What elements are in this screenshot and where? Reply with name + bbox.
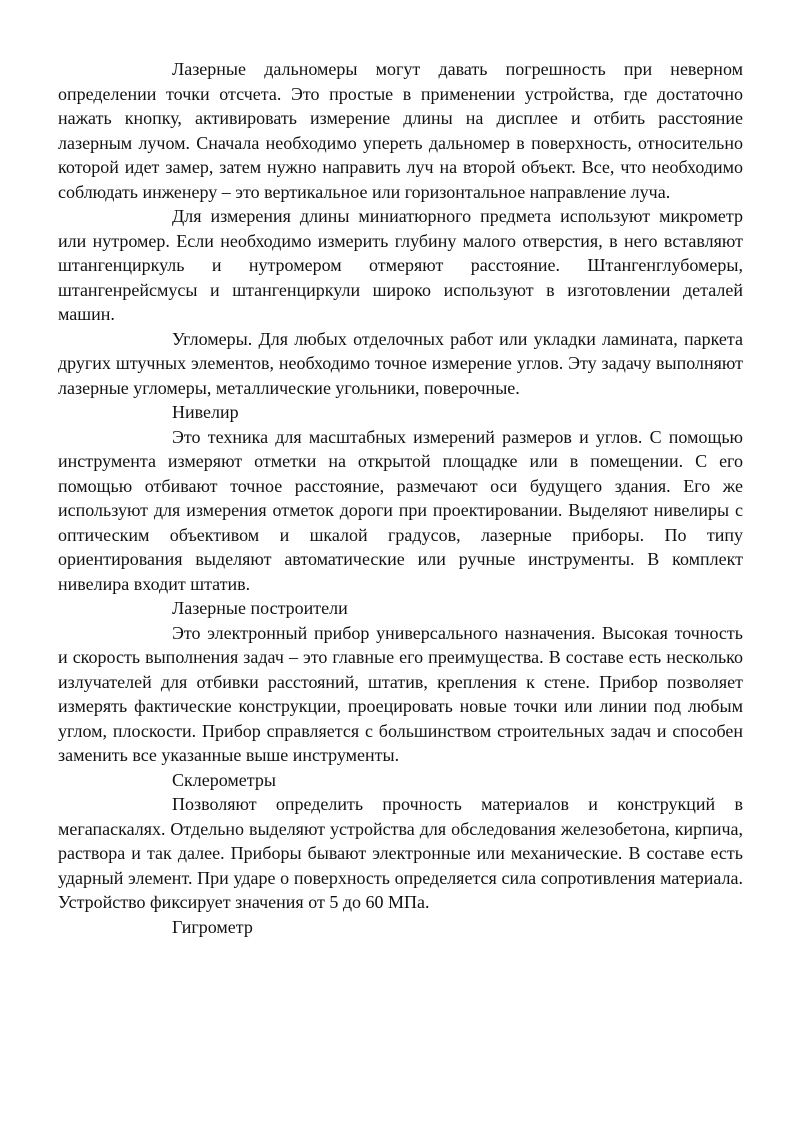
paragraph-level: Это техника для масштабных измерений размеров и углов. С помощью инструмента измеряют отметки на открытой площадке или в помещении. С его помощью отбивают точное расстояние, размечают оси будущего здания. Его же используют для измерения отметок дороги при проектировании. Выделяют нивелиры с оптическим объективом и шкалой градусов, лазерные приборы. По типу ориентирования выделяют автоматические или ручные инструменты. В комплект нивелира входит штатив. xyxy=(58,426,743,594)
heading-level: Нивелир xyxy=(172,402,239,422)
heading-sclerometers: Склерометры xyxy=(172,769,276,790)
heading-laser-builders: Лазерные построители xyxy=(172,598,348,618)
paragraph-laser-rangefinders: Лазерные дальномеры могут давать погрешность при неверном определении точки отсчета. Это простые в применении устройства, где достаточно нажать кнопку, активировать измерение длины на дисплее и отбить расстояние лазерным лучом. Сначала необходимо упереть дальномер в поверхность, относительно которой идет замер, затем нужно направить луч на второй объект. Все, что необходимо соблюдать инженеру – это вертикальное или горизонтальное направление луча. xyxy=(58,59,743,202)
paragraph-laser-builders: Это электронный прибор универсального назначения. Высокая точность и скорость выполнения задач – это главные его преимущества. В составе есть несколько излучателей для отбивки расстояний, штатив, крепления к стене. Прибор позволяет измерять фактические конструкции, проецировать новые точки или линии под любым углом, плоскости. Прибор справляется с большинством строительных задач и способен заменить все указанные выше инструменты. xyxy=(58,622,743,765)
paragraph-micrometer: Для измерения длины миниатюрного предмета используют микрометр или нутромер. Если необходимо измерить глубину малого отверстия, в него вставляют штангенциркуль и нутромером отмеряют расстояние. Штангенглубомеры, штангенрейсмусы и штангенциркули широко используют в изготовлении деталей машин. xyxy=(58,206,743,324)
paragraph-sclerometers: Позволяют определить прочность материалов и конструкций в мегапаскалях. Отдельно выделяют устройства для обследования железобетона, кирпича, раствора и так далее. Приборы бывают электронные или механические. В составе есть ударный элемент. При ударе о поверхность определяется сила сопротивления материала. Устройство фиксирует значения от 5 до 60 МПа. xyxy=(58,794,743,912)
document-body xyxy=(58,57,743,939)
paragraph-protractors: Угломеры. Для любых отделочных работ или укладки ламината, паркета других штучных элементов, необходимо точное измерение углов. Эту задачу выполняют лазерные угломеры, металлические угольники, поверочные. xyxy=(58,328,743,398)
heading-hygrometer: Гигрометр xyxy=(172,916,253,937)
